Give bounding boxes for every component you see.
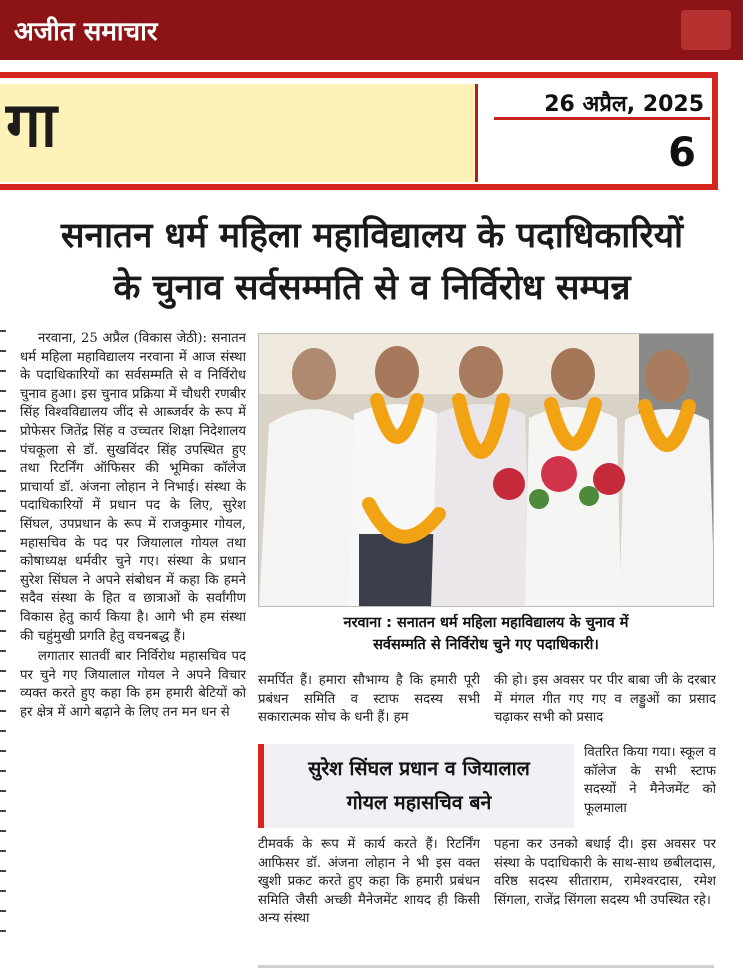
page-number-box xyxy=(494,126,710,182)
header-band xyxy=(0,72,718,190)
page-number: 6 xyxy=(668,130,696,176)
masthead-title: अजीत समाचार xyxy=(14,17,158,47)
article-paragraph-1: नरवाना, 25 अप्रैल (विकास जेठी): सनातन धर्म महिला महाविद्यालय नरवाना में आज संस्था के पदाधिकारियों का सर्वसम्मति से व निर्विरोध चुनाव हुआ। इस चुनाव प्रक्रिया में चौधरी रणबीर सिंह विश्वविद्यालय जींद से आब्जर्वर के रूप में प्रोफेसर जितेंद्र सिंह व उच्चतर शिक्षा निदेशालय पंचकूला से डॉ. सुखविंदर सिंह उपस्थित हुए तथा रिटर्निंग ऑफिसर की भूमिका कॉलेज प्राचार्या डॉ. अंजना लोहान ने निभाई। संस्था के पदाधिकारियों में प्रधान पद के लिए, सुरेश सिंघल, उपप्रधान के रूप में राजकुमार गोयल, महासचिव के पद पर जियालाल गोयल तथा कोषाध्यक्ष धर्मवीर चुने गए। संस्था के प्रधान सुरेश सिंघल ने अपने संबोधन में कहा कि हमने सदैव संस्था के हित व छात्राओं के सर्वांगीण विकास हेतु कार्य किया है। आगे भी हम संस्था की चहुंमुखी प्रगति हेतु वचनबद्ध हैं। xyxy=(20,331,246,644)
article-column-3-bottom: पहना कर उनको बधाई दी। इस अवसर पर संस्था के पदाधिकारी के साथ-साथ छबीलदास, वरिष्ठ सदस्य सीताराम, रामेश्वरदास, रमेश सिंगला, राजेंद्र सिंगला सदस्य भी उपस्थित रहे। xyxy=(494,837,716,908)
issue-date: 26 अप्रैल, 2025 xyxy=(544,92,704,117)
article-column-3-top: की हो। इस अवसर पर पीर बाबा जी के दरबार में मंगल गीत गए गए व लड्डुओं का प्रसाद चढ़ाकर सभी को प्रसाद xyxy=(494,673,716,726)
article-column-2-bottom: टीमवर्क के रूप में कार्य करते हैं। रिटर्निंग आफिसर डॉ. अंजना लोहान ने भी इस वक्त खुशी प्रकट करते हुए कहा कि हमारी प्रबंधन समिति जैसी अच्छी मैनेजमेंट शायद ही किसी अन्य संस्था xyxy=(258,837,480,927)
headline xyxy=(22,212,722,316)
sub-headline-line-1: सुरेश सिंघल प्रधान व जियालाल xyxy=(308,757,530,780)
headline-line-2: के चुनाव सर्वसम्मति से व निर्विरोध सम्पन्न xyxy=(113,268,631,308)
photo-caption xyxy=(258,612,714,656)
section-title: गा xyxy=(6,88,57,161)
masthead xyxy=(0,0,743,60)
article-column-1 xyxy=(20,330,246,950)
menu-button[interactable] xyxy=(681,10,731,50)
section-title-box xyxy=(0,84,478,182)
article-column-3-middle: वितरित किया गया। स्कूल व कॉलेज के सभी स्टाफ सदस्यों ने मैनेजमेंट को फूलमाला xyxy=(584,745,716,816)
adjacent-column-fragment xyxy=(0,330,10,950)
bottom-divider xyxy=(258,965,714,968)
caption-line-1: नरवाना : सनातन धर्म महिला महाविद्यालय के चुनाव में xyxy=(343,615,629,631)
headline-line-1: सनातन धर्म महिला महाविद्यालय के पदाधिकारियों xyxy=(60,216,684,256)
article-column-2-top: समर्पित हैं। हमारा सौभाग्य है कि हमारी पूरी प्रबंधन समिति व स्टाफ सदस्य सभी सकारात्मक सोच के धनी हैं। हम xyxy=(258,673,480,726)
sub-headline-line-2: गोयल महासचिव बने xyxy=(346,791,492,814)
news-photo xyxy=(258,333,714,607)
date-box xyxy=(494,82,710,120)
group-photo-illustration xyxy=(259,334,714,607)
sub-headline-box xyxy=(258,744,574,828)
caption-line-2: सर्वसम्मति से निर्विरोध चुने गए पदाधिकारी। xyxy=(373,637,599,653)
article-paragraph-2: लगातार सातवीं बार निर्विरोध महासचिव पद पर चुने गए जियालाल गोयल ने अपने विचार व्यक्त करते हुए कहा कि हम हमारी बेटियों को हर क्षेत्र में आगे बढ़ाने के लिए तन मन धन से xyxy=(20,649,246,720)
